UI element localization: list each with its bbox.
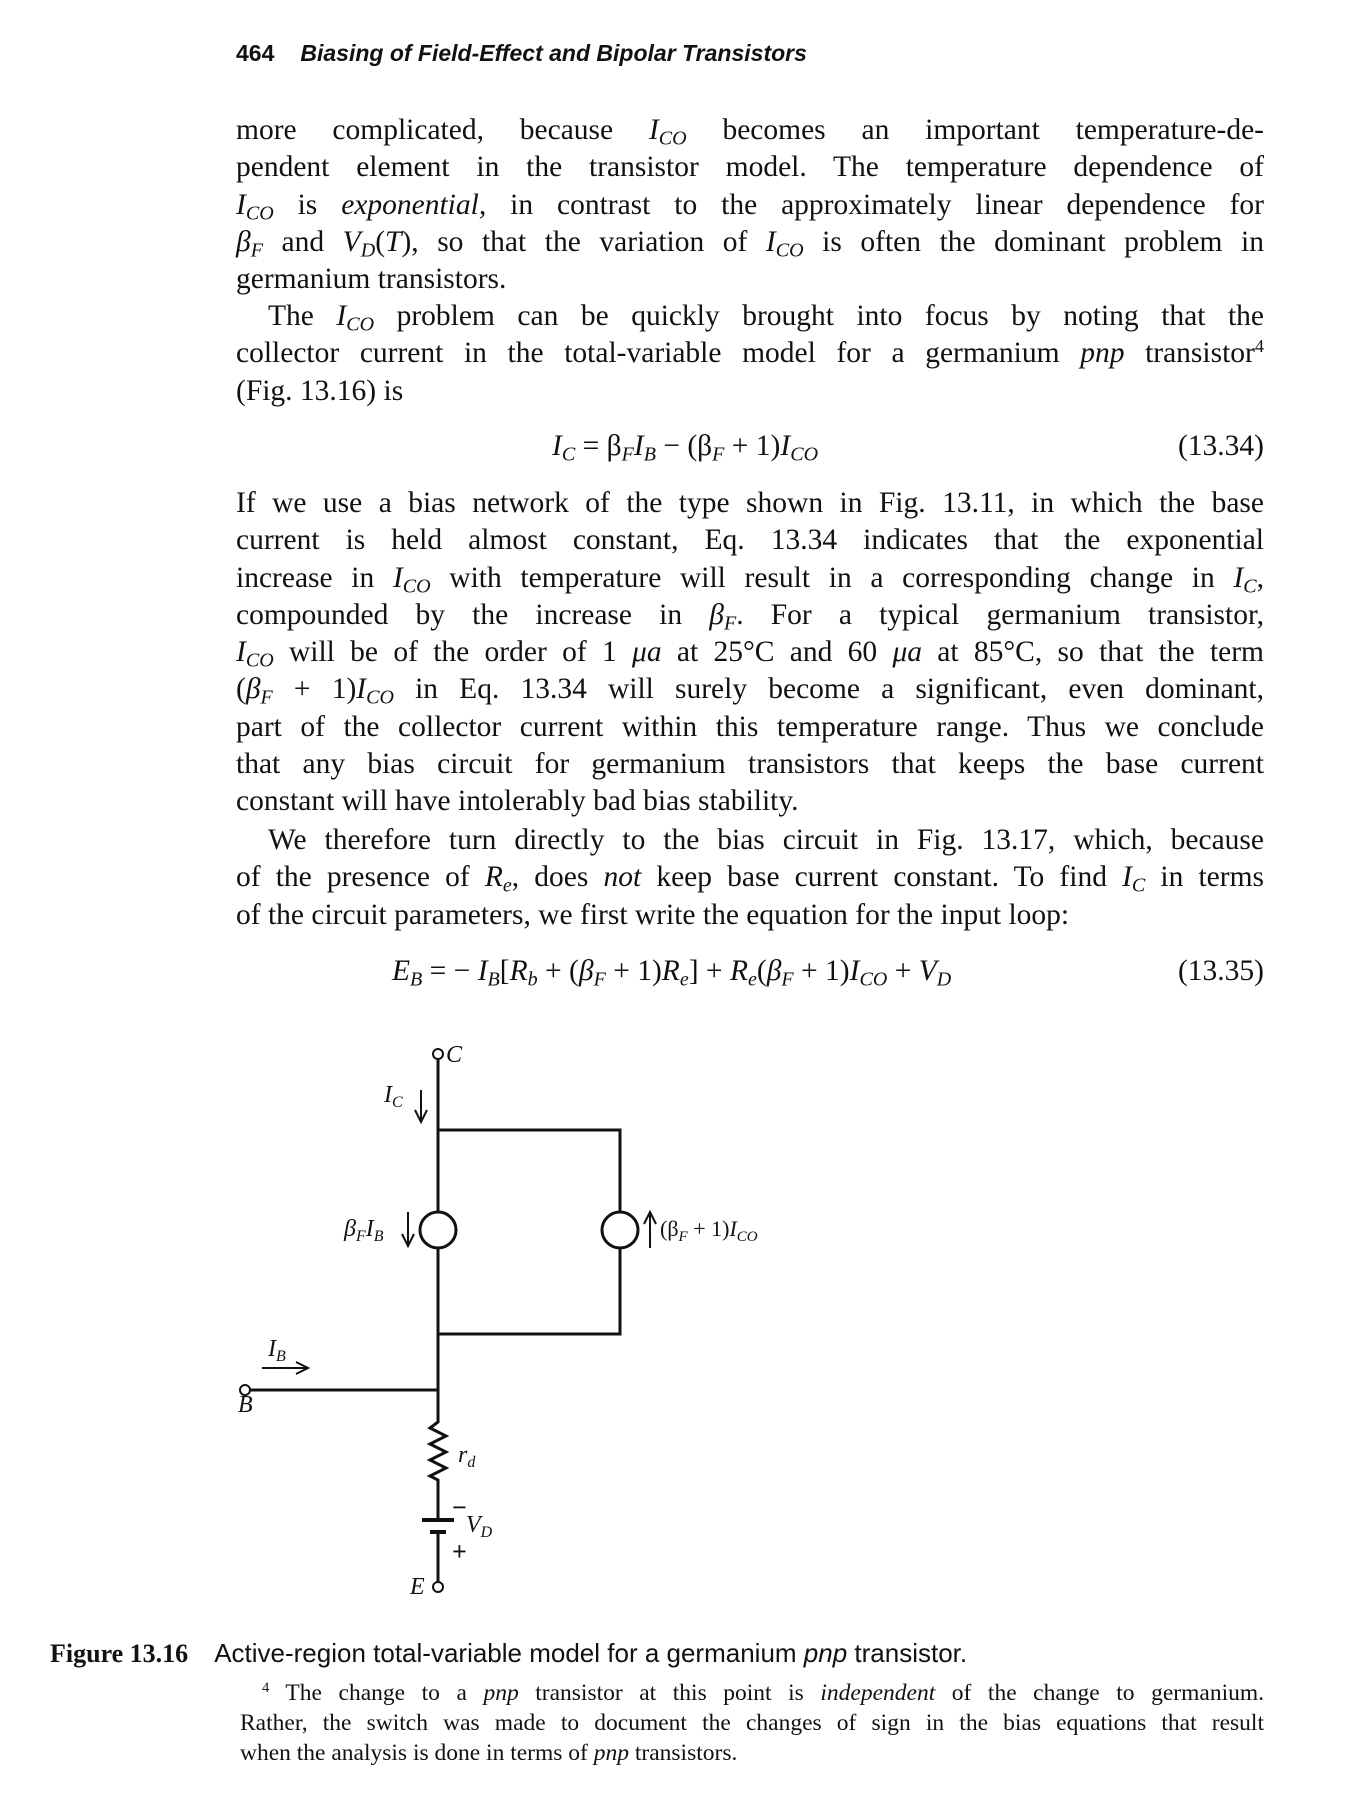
terminal-c-label: C bbox=[446, 1042, 463, 1068]
line: more complicated, because $I_{CO}$ becomes an important temperature-de- bbox=[236, 114, 1264, 150]
minus-sign: − bbox=[452, 1493, 467, 1522]
line: that any bias circuit for germanium transistors that keeps the base current bbox=[236, 748, 1264, 781]
ico-label: $(\beta_F + 1)I_{CO}$ bbox=[660, 1216, 758, 1245]
equation-number: (13.34) bbox=[1177, 430, 1264, 462]
rd-label: $r_d$ bbox=[458, 1442, 476, 1471]
line: compounded by the increase in $\beta_F$. For a typical germanium transistor, bbox=[236, 598, 1265, 635]
footnote bbox=[240, 1678, 1264, 1768]
line: of the presence of $R_e$, does not keep base current constant. To find $I_C$ in terms bbox=[236, 861, 1264, 897]
line: pendent element in the transistor model. The temperature dependence of bbox=[236, 151, 1264, 184]
terminal-e-label: E bbox=[410, 1574, 425, 1600]
wire-bottom bbox=[438, 1248, 620, 1334]
wire-top bbox=[438, 1130, 620, 1212]
resistor-rd bbox=[430, 1390, 446, 1520]
ic-label: $I_C$ bbox=[384, 1082, 403, 1111]
bfib-label: $\beta_FI_B$ bbox=[344, 1216, 384, 1245]
line: collector current in the total-variable model for a germanium pnp transistor$^4$ bbox=[236, 336, 1264, 370]
line: $(\beta_F + 1)I_{CO}$ in Eq. 13.34 will surely become a significant, even dominant, bbox=[236, 673, 1264, 710]
line: constant will have intolerably bad bias stability. bbox=[236, 785, 799, 818]
line: when the analysis is done in terms of pnp transistors. bbox=[240, 1740, 738, 1766]
equation-13-35: $E_B$ = − $I_B[R_b + (\beta_F + 1)R_e] + R_e(\beta_F + 1)I_{CO} + V_D$ bbox=[392, 955, 952, 991]
line: $I_{CO}$ will be of the order of 1 μa at 25°C and 60 μa at 85°C, so that the term bbox=[236, 636, 1265, 672]
line: $\beta_F$ and $V_D(T)$, so that the variation of $I_{CO}$ is often the dominant problem in bbox=[236, 225, 1264, 262]
page-number: 464 bbox=[236, 40, 275, 66]
line: $^4$ The change to a pnp transistor at this point is independent of the change to germanium. bbox=[262, 1680, 1265, 1706]
equation-13-34: $I_C = \beta_FI_B - (\beta_F + 1)I_{CO}$ bbox=[552, 430, 819, 466]
current-source-right bbox=[602, 1212, 638, 1248]
line: If we use a bias network of the type shown in Fig. 13.11, in which the base bbox=[236, 487, 1264, 519]
collector-terminal bbox=[433, 1049, 443, 1059]
line: Rather, the switch was made to document the changes of sign in the bias equations that result bbox=[240, 1710, 1264, 1736]
line: We therefore turn directly to the bias circuit in Fig. 13.17, which, because bbox=[268, 824, 1264, 856]
line: germanium transistors. bbox=[236, 263, 507, 296]
equation-number: (13.35) bbox=[1177, 955, 1264, 987]
line: $I_{CO}$ is exponential, in contrast to the approximately linear dependence for bbox=[236, 188, 1264, 225]
emitter-terminal bbox=[433, 1582, 443, 1592]
line: increase in $I_{CO}$ with temperature will result in a corresponding change in $I_C$, bbox=[236, 561, 1265, 598]
vd-label: $V_D$ bbox=[466, 1512, 493, 1541]
figure-label: Figure 13.16 bbox=[50, 1639, 189, 1668]
line: current is held almost constant, Eq. 13.34 indicates that the exponential bbox=[236, 524, 1264, 557]
current-source-left bbox=[420, 1212, 456, 1248]
line: part of the collector current within this temperature range. Thus we conclude bbox=[236, 710, 1264, 743]
ib-label: $I_B$ bbox=[268, 1336, 286, 1365]
line: of the circuit parameters, we first write the equation for the input loop: bbox=[236, 898, 1070, 931]
line: The $I_{CO}$ problem can be quickly brought into focus by noting that the bbox=[268, 300, 1264, 336]
running-title: Biasing of Field-Effect and Bipolar Transistors bbox=[300, 40, 807, 66]
terminal-b-label: B bbox=[238, 1392, 253, 1418]
line: (Fig. 13.16) is bbox=[236, 374, 404, 407]
plus-sign: + bbox=[452, 1537, 467, 1566]
figure-caption: Figure 13.16 Active-region total-variable model for a germanium pnp transistor. bbox=[50, 1638, 968, 1668]
